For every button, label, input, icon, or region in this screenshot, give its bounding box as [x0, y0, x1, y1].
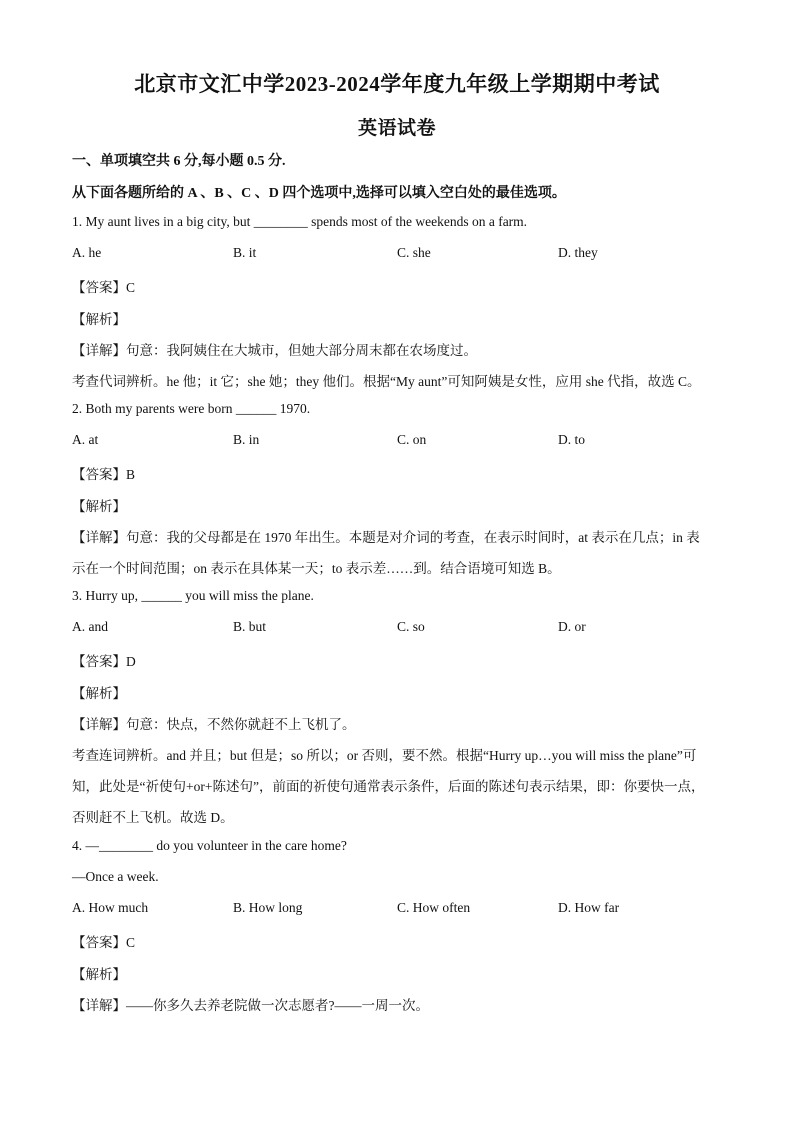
question-2-detail-line-1: 【详解】句意：我的父母都是在 1970 年出生。本题是对介词的考查，在表示时间时，at 表示在几点；in 表: [72, 530, 700, 545]
question-4-answer: 【答案】C: [72, 935, 136, 950]
question-1-option-d: D. they: [558, 245, 598, 260]
question-1-detail-line-1: 【详解】句意：我阿姨住在大城市，但她大部分周末都在农场度过。: [72, 343, 477, 358]
question-1-stem: 1. My aunt lives in a big city, but ________ spends most of the weekends on a farm.: [72, 214, 528, 229]
question-4-detail-line-1: 【详解】——你多久去养老院做一次志愿者?——一周一次。: [72, 998, 429, 1013]
question-3-option-b: B. but: [233, 619, 267, 634]
question-2-option-c: C. on: [397, 432, 427, 447]
question-3-option-a: A. and: [72, 619, 108, 634]
question-2-detail-line-2: 示在一个时间范围；on 表示在具体某一天；to 表示差……到。结合语境可知选 B。: [72, 561, 561, 576]
question-3-option-d: D. or: [558, 619, 586, 634]
question-4-stem: 4. —________ do you volunteer in the care home?: [72, 838, 347, 853]
question-2-answer: 【答案】B: [72, 467, 136, 482]
question-4-option-c: C. How often: [397, 900, 471, 915]
question-2-analysis-label: 【解析】: [72, 499, 126, 514]
question-1-answer: 【答案】C: [72, 280, 136, 295]
question-4-option-a: A. How much: [72, 900, 149, 915]
question-1-analysis-label: 【解析】: [72, 312, 126, 327]
question-1-option-c: C. she: [397, 245, 431, 260]
question-3-stem: 3. Hurry up, ______ you will miss the plane.: [72, 588, 314, 603]
section-heading: 一、单项填空共 6 分,每小题 0.5 分.: [72, 154, 286, 169]
question-3-detail-line-4: 否则赶不上飞机。故选 D。: [72, 810, 234, 825]
question-3-detail-line-2: 考查连词辨析。and 并且；but 但是；so 所以；or 否则，要不然。根据“Hurry up…you will miss the plane”可: [72, 748, 697, 763]
question-2-option-a: A. at: [72, 432, 99, 447]
question-3-detail-line-3: 知，此处是“祈使句+or+陈述句”，前面的祈使句通常表示条件，后面的陈述句表示结果，即：你要快一点，: [72, 779, 705, 794]
question-3-answer: 【答案】D: [72, 654, 136, 669]
question-1-option-a: A. he: [72, 245, 102, 260]
question-4-reply: —Once a week.: [72, 869, 159, 884]
exam-subtitle: 英语试卷: [357, 118, 436, 139]
question-4-option-d: D. How far: [558, 900, 620, 915]
question-3-option-c: C. so: [397, 619, 425, 634]
exam-title: 北京市文汇中学2023-2024学年度九年级上学期期中考试: [134, 72, 660, 96]
section-instruction: 从下面各题所给的 A 、B 、C 、D 四个选项中,选择可以填入空白处的最佳选项。: [72, 186, 566, 201]
question-1-detail-line-2: 考查代词辨析。he 他；it 它；she 她；they 他们。根据“My aunt”可知阿姨是女性，应用 she 代指，故选 C。: [72, 374, 701, 389]
question-1-option-b: B. it: [233, 245, 257, 260]
question-4-option-b: B. How long: [233, 900, 303, 915]
question-2-option-d: D. to: [558, 432, 585, 447]
question-2-stem: 2. Both my parents were born ______ 1970.: [72, 401, 311, 416]
question-3-detail-line-1: 【详解】句意：快点，不然你就赶不上飞机了。: [72, 717, 356, 732]
question-2-option-b: B. in: [233, 432, 260, 447]
question-4-analysis-label: 【解析】: [72, 967, 126, 982]
question-3-analysis-label: 【解析】: [72, 686, 126, 701]
